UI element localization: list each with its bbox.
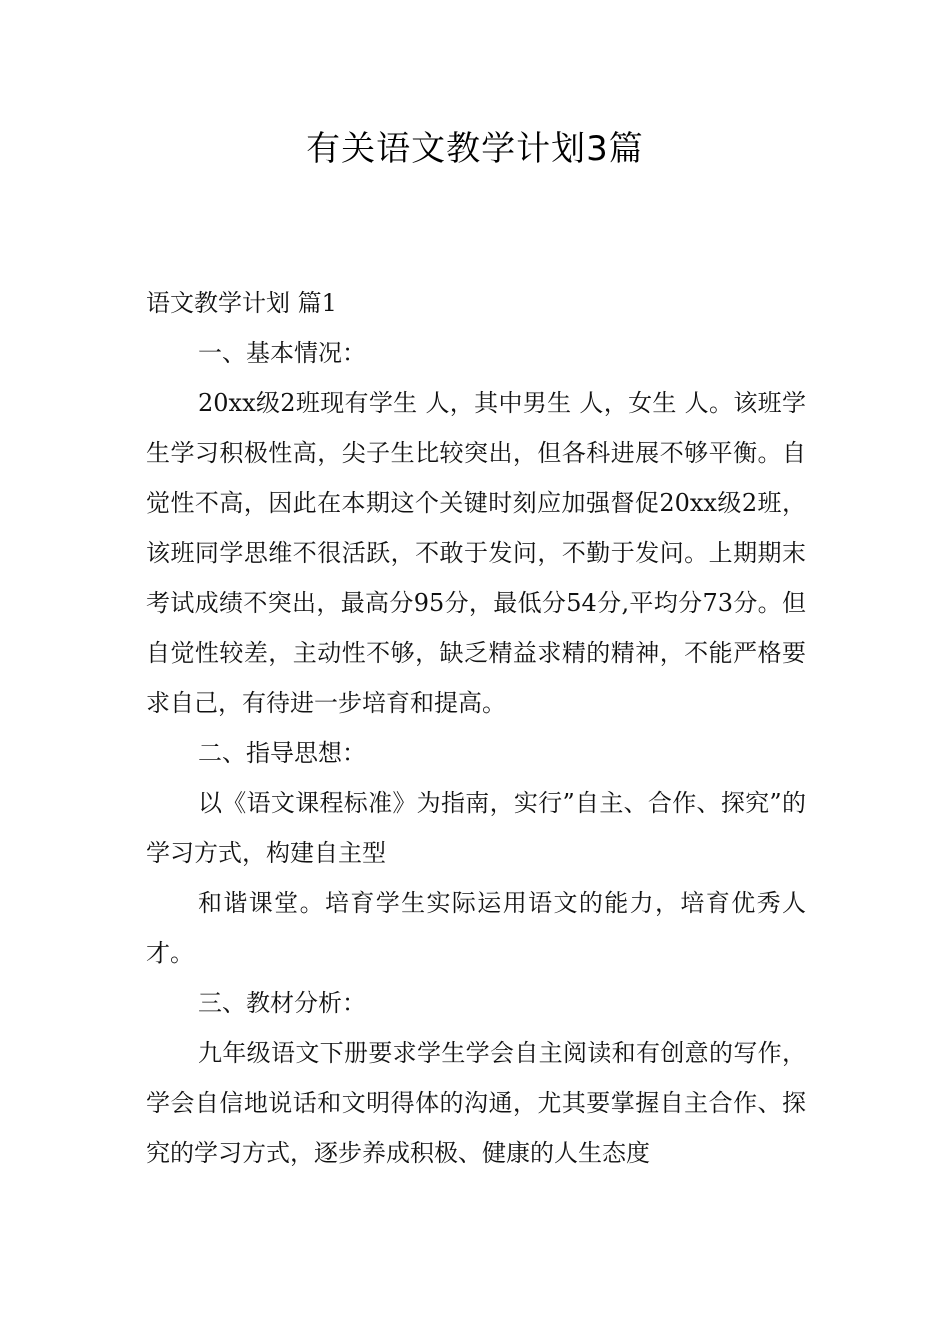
document-title: 有关语文教学计划3篇	[306, 129, 644, 169]
paragraph-guiding-idea-2: 和谐课堂。培育学生实际运用语文的能力，培育优秀人才。	[146, 889, 806, 967]
section-label: 语文教学计划 篇1	[146, 289, 337, 317]
paragraph-guiding-idea-1: 以《语文课程标准》为指南，实行”自主、合作、探究”的学习方式，构建自主型	[146, 789, 806, 867]
document-body	[146, 278, 806, 1178]
heading-textbook-analysis: 三、教材分析：	[198, 989, 366, 1017]
heading-guiding-idea: 二、指导思想：	[198, 739, 366, 767]
heading-basic-situation: 一、基本情况：	[198, 339, 366, 367]
paragraph-textbook-analysis: 九年级语文下册要求学生学会自主阅读和有创意的写作，学会自信地说话和文明得体的沟通，尤其要掌握自主合作、探究的学习方式，逐步养成积极、健康的人生态度	[146, 1039, 806, 1167]
paragraph-basic-situation: 20xx级2班现有学生 人，其中男生 人，女生 人。该班学生学习积极性高，尖子生比较突出，但各科进展不够平衡。自觉性不高，因此在本期这个关键时刻应加强督促20xx级2班，该班同学思维不很活跃，不敢于发问，不勤于发问。上期期末考试成绩不突出，最高分95分，最低分54分,平均分73分。但自觉性较差，主动性不够，缺乏精益求精的精神，不能严格要求自己，有待进一步培育和提高。	[146, 389, 806, 717]
